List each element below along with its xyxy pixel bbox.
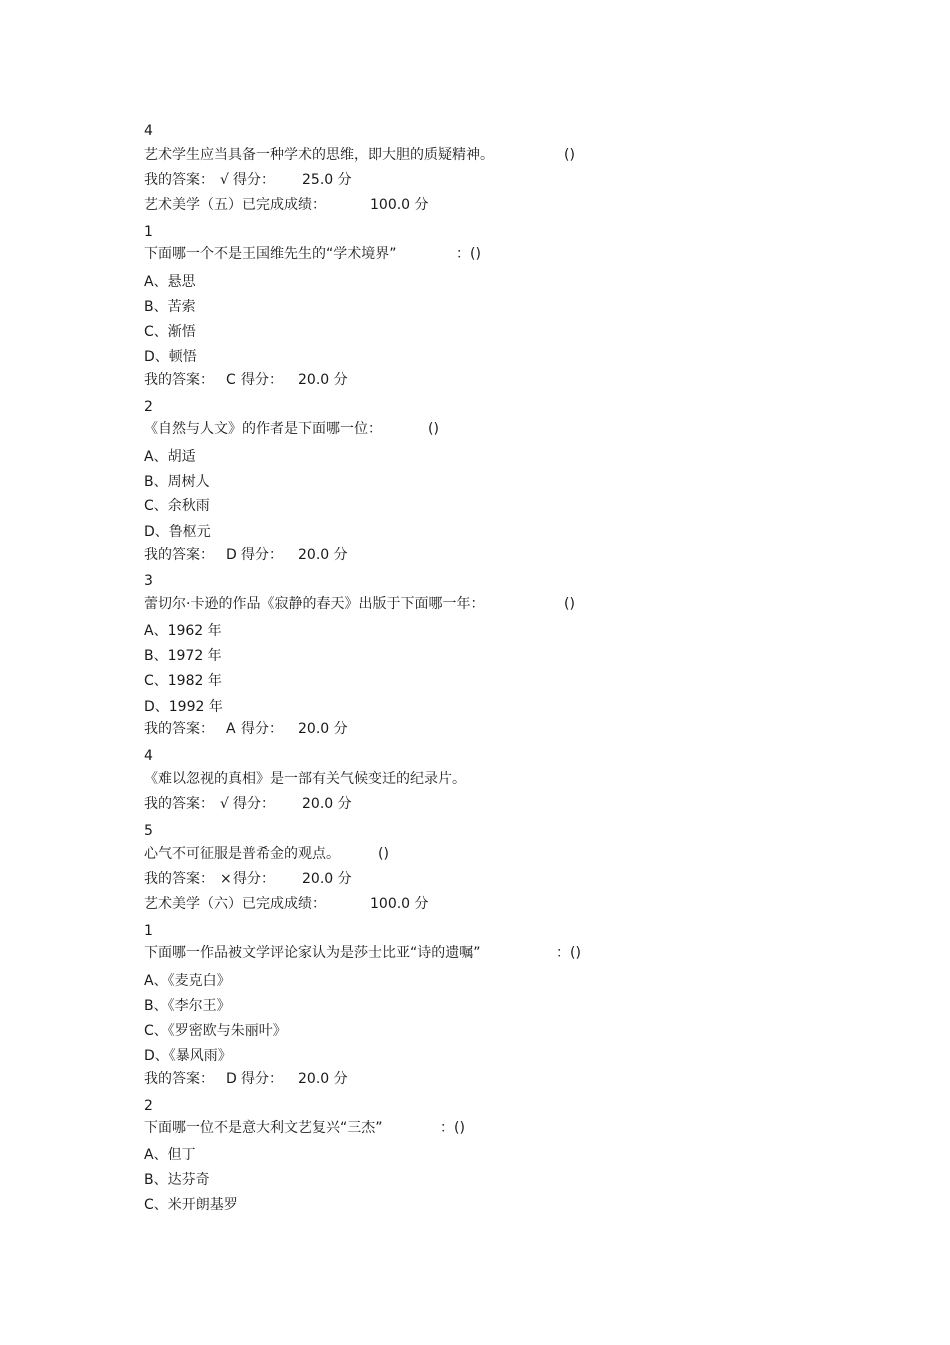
question-number-text: 3 (144, 573, 153, 589)
my-answer-label: 我的答案： (144, 796, 214, 812)
answer-option-text: A、胡适 (144, 449, 196, 465)
answer-option-text: D、顿悟 (144, 349, 197, 365)
section-total-value: 100.0 分 (370, 197, 429, 213)
score-label: 得分： (233, 796, 275, 812)
answer-option-text: B、苦索 (144, 299, 196, 315)
score-value: 20.0 分 (302, 796, 352, 812)
my-answer-label: 我的答案： (144, 372, 214, 388)
score-value: 20.0 分 (298, 721, 348, 737)
question-blank: () (564, 596, 575, 612)
answer-option-text: C、渐悟 (144, 324, 196, 340)
question-stem: 心气不可征服是普希金的观点。 (144, 846, 340, 862)
my-answer-value: C (226, 372, 236, 388)
question-stem: 下面哪一作品被文学评论家认为是莎士比亚“诗的遗嘱” (144, 945, 481, 961)
score-value: 20.0 分 (298, 547, 348, 563)
my-answer-value: √ (220, 796, 229, 812)
my-answer-value: D (226, 547, 237, 563)
question-number-text: 4 (144, 123, 153, 139)
question-blank: ：() (456, 246, 481, 262)
question-number-text: 1 (144, 923, 153, 939)
question-number-text: 5 (144, 823, 153, 839)
question-number-text: 2 (144, 399, 153, 415)
my-answer-value: A (226, 721, 236, 737)
my-answer-label: 我的答案： (144, 547, 214, 563)
section-total-label: 艺术美学（六）已完成成绩： (144, 896, 326, 912)
answer-option-text: D、鲁枢元 (144, 524, 211, 540)
answer-option-text: C、米开朗基罗 (144, 1197, 238, 1213)
question-stem: 《自然与人文》的作者是下面哪一位： (144, 421, 382, 437)
my-answer-label: 我的答案： (144, 721, 214, 737)
score-label: 得分： (233, 172, 275, 188)
my-answer-value: D (226, 1071, 237, 1087)
section-total-value: 100.0 分 (370, 896, 429, 912)
question-stem: 下面哪一位不是意大利文艺复兴“三杰” (144, 1120, 383, 1136)
score-label: 得分： (241, 1071, 283, 1087)
my-answer-label: 我的答案： (144, 172, 214, 188)
my-answer-value: √ (220, 172, 229, 188)
answer-option-text: D、1992 年 (144, 699, 223, 715)
question-number-text: 4 (144, 748, 153, 764)
section-total-label: 艺术美学（五）已完成成绩： (144, 197, 326, 213)
question-blank: ：() (440, 1120, 465, 1136)
answer-option-text: B、达芬奇 (144, 1172, 210, 1188)
question-number-text: 1 (144, 224, 153, 240)
question-blank: () (378, 846, 389, 862)
score-value: 20.0 分 (298, 372, 348, 388)
answer-option-text: A、但丁 (144, 1147, 196, 1163)
answer-option-text: C、《罗密欧与朱丽叶》 (144, 1023, 287, 1039)
my-answer-label: 我的答案： (144, 871, 214, 887)
answer-option-text: C、1982 年 (144, 673, 222, 689)
answer-option-text: B、1972 年 (144, 648, 222, 664)
score-label: 得分： (233, 871, 275, 887)
score-value: 20.0 分 (298, 1071, 348, 1087)
score-label: 得分： (241, 721, 283, 737)
my-answer-value: × (220, 871, 232, 887)
question-stem: 《难以忽视的真相》是一部有关气候变迁的纪录片。 (144, 771, 466, 787)
question-stem: 蕾切尔·卡逊的作品《寂静的春天》出版于下面哪一年： (144, 596, 485, 612)
answer-option-text: B、《李尔王》 (144, 998, 231, 1014)
answer-option-text: B、周树人 (144, 474, 210, 490)
score-label: 得分： (241, 372, 283, 388)
question-blank: () (428, 421, 439, 437)
question-stem: 下面哪一个不是王国维先生的“学术境界” (144, 246, 397, 262)
answer-option-text: C、余秋雨 (144, 498, 210, 514)
question-number-text: 2 (144, 1098, 153, 1114)
answer-option-text: A、悬思 (144, 274, 196, 290)
question-blank: ：() (556, 945, 581, 961)
score-label: 得分： (241, 547, 283, 563)
answer-option-text: A、1962 年 (144, 623, 222, 639)
my-answer-label: 我的答案： (144, 1071, 214, 1087)
answer-option-text: A、《麦克白》 (144, 973, 231, 989)
answer-option-text: D、《暴风雨》 (144, 1048, 232, 1064)
score-value: 25.0 分 (302, 172, 352, 188)
question-blank: () (564, 147, 575, 163)
question-stem: 艺术学生应当具备一种学术的思维，即大胆的质疑精神。 (144, 147, 494, 163)
score-value: 20.0 分 (302, 871, 352, 887)
